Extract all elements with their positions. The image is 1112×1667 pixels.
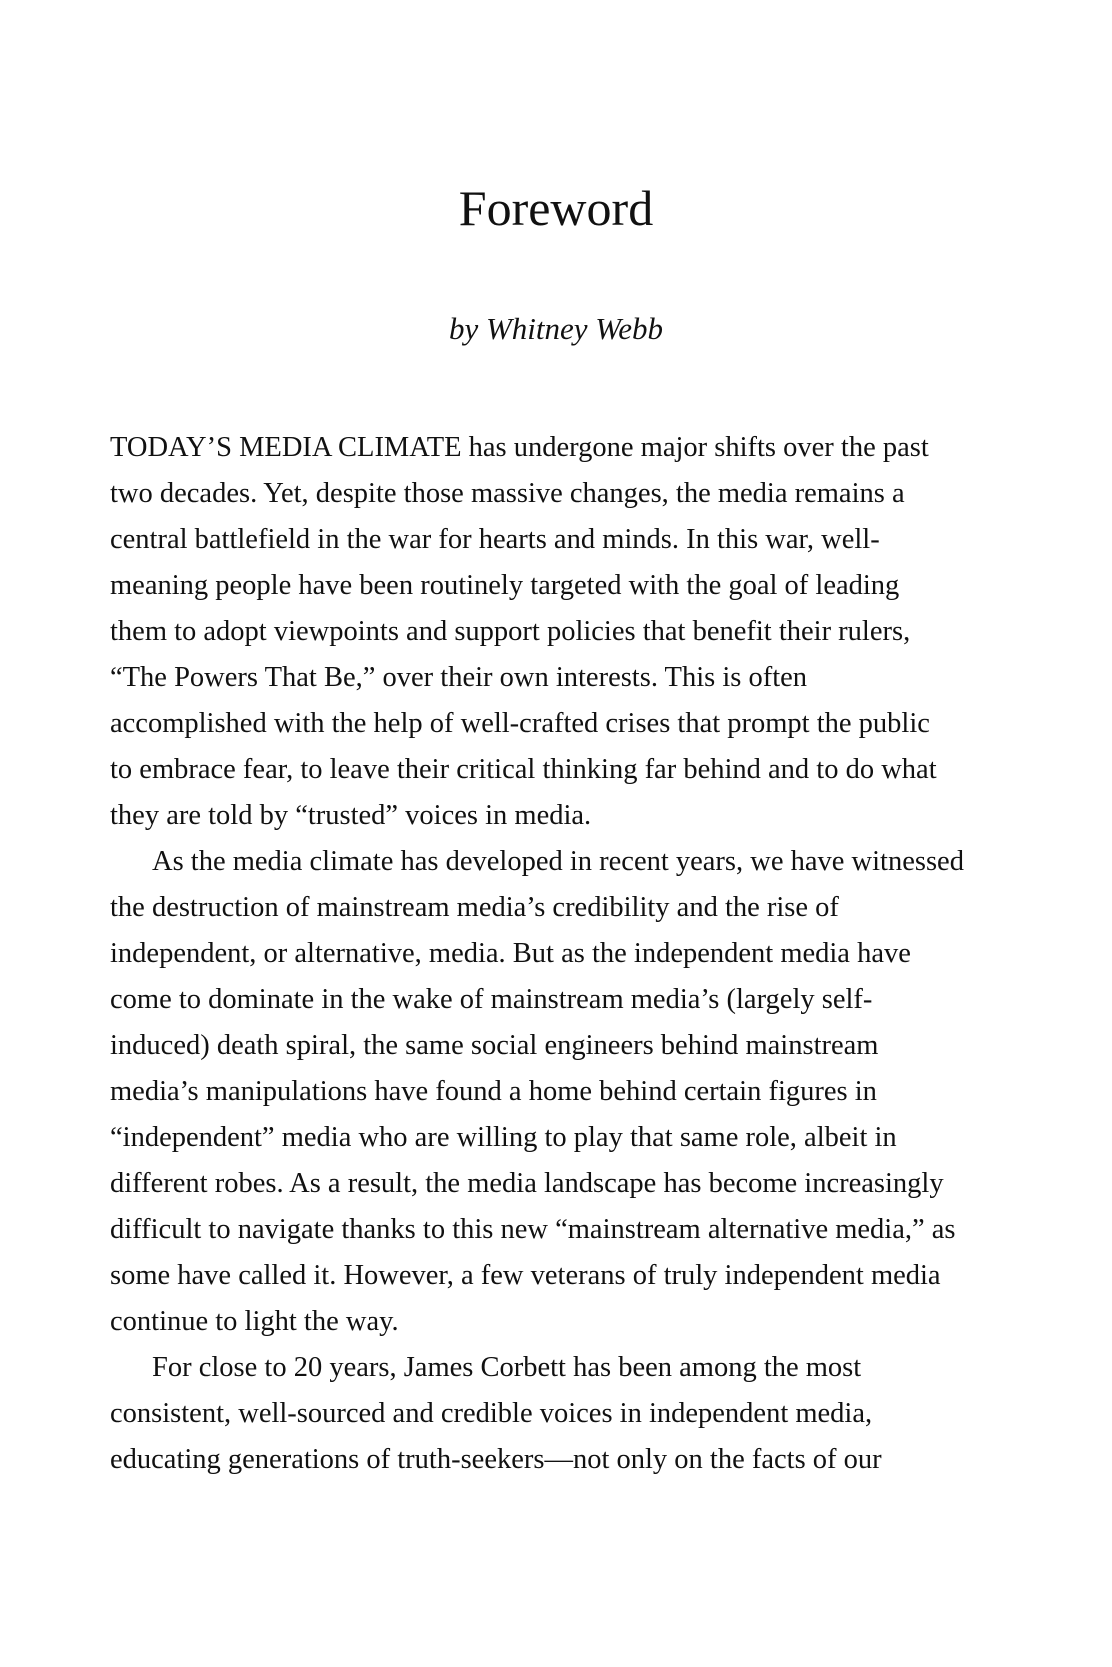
text-line: media’s manipulations have found a home behind certain figures in	[110, 1076, 877, 1107]
text-line: TODAY’S MEDIA CLIMATE has undergone major shifts over the past	[110, 432, 929, 463]
text-line: to embrace fear, to leave their critical thinking far behind and to do what	[110, 754, 937, 785]
paragraph-2	[110, 839, 1000, 1345]
text-line: independent, or alternative, media. But as the independent media have	[110, 938, 911, 969]
text-line: As the media climate has developed in recent years, we have witnessed	[152, 846, 964, 877]
text-line: they are told by “trusted” voices in media.	[110, 800, 592, 831]
text-line: accomplished with the help of well-crafted crises that prompt the public	[110, 708, 930, 739]
chapter-byline: by Whitney Webb	[448, 311, 664, 346]
text-line: continue to light the way.	[110, 1306, 399, 1337]
text-line: central battlefield in the war for hearts and minds. In this war, well-	[110, 524, 880, 555]
body-text	[110, 425, 1000, 1483]
text-line: “The Powers That Be,” over their own interests. This is often	[110, 662, 808, 693]
paragraph-3	[110, 1345, 1000, 1483]
text-line: different robes. As a result, the media landscape has become increasingly	[110, 1168, 944, 1199]
text-line: meaning people have been routinely targeted with the goal of leading	[110, 570, 900, 601]
chapter-title: Foreword	[458, 180, 654, 236]
text-line: difficult to navigate thanks to this new “mainstream alternative media,” as	[110, 1214, 956, 1245]
text-line: them to adopt viewpoints and support policies that benefit their rulers,	[110, 616, 911, 647]
text-line: consistent, well-sourced and credible voices in independent media,	[110, 1398, 873, 1429]
text-line: some have called it. However, a few veterans of truly independent media	[110, 1260, 941, 1291]
text-line: come to dominate in the wake of mainstream media’s (largely self-	[110, 984, 873, 1015]
text-line: induced) death spiral, the same social engineers behind mainstream	[110, 1030, 879, 1061]
paragraph-1	[110, 425, 1000, 839]
text-line: the destruction of mainstream media’s credibility and the rise of	[110, 892, 839, 923]
text-line: educating generations of truth-seekers—not only on the facts of our	[110, 1444, 882, 1475]
text-line: two decades. Yet, despite those massive changes, the media remains a	[110, 478, 905, 509]
text-line: For close to 20 years, James Corbett has been among the most	[152, 1352, 862, 1383]
text-line: “independent” media who are willing to play that same role, albeit in	[110, 1122, 897, 1153]
